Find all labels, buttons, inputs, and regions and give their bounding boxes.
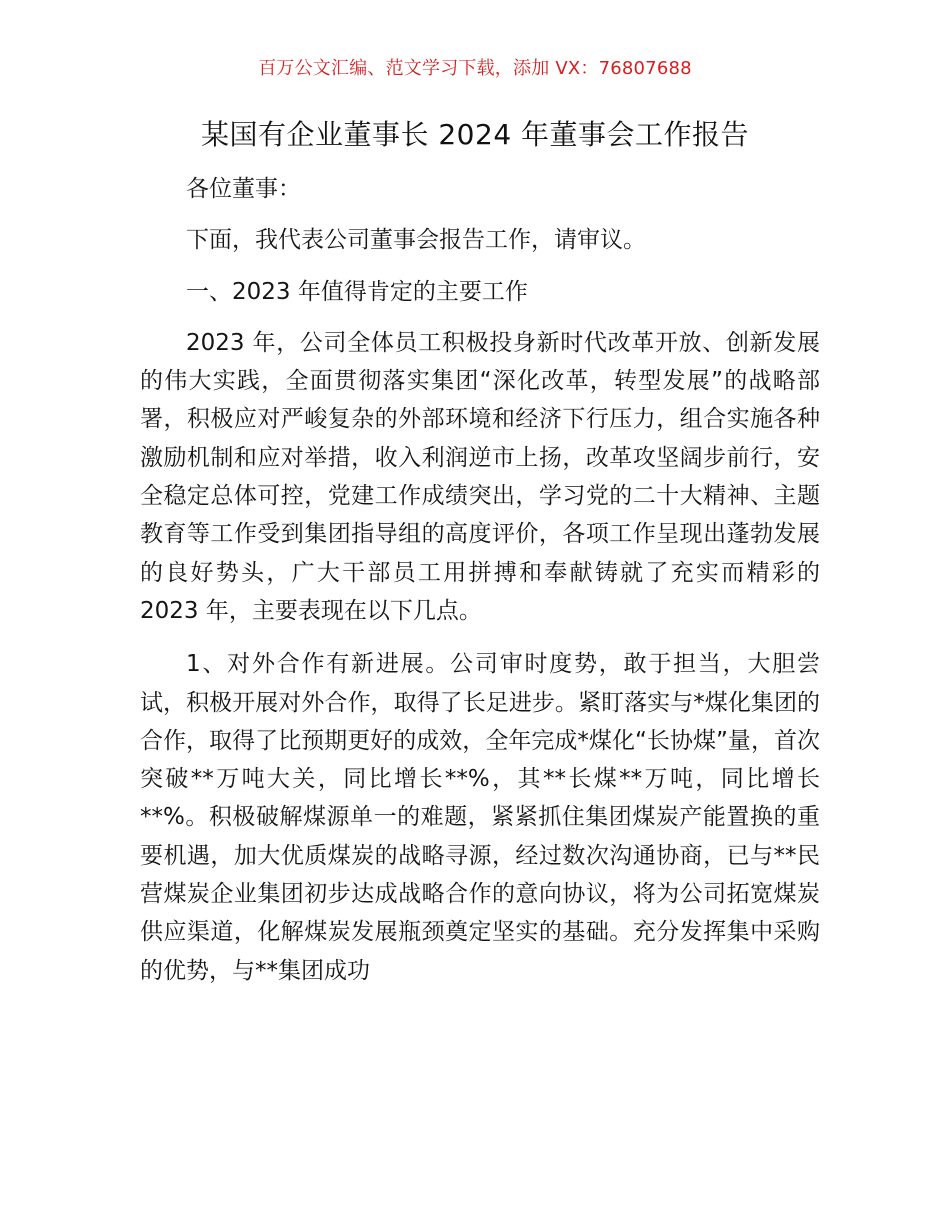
document-title: 某国有企业董事长 2024 年董事会工作报告 <box>200 118 750 151</box>
document-body <box>140 170 820 990</box>
body-paragraph: 1、对外合作有新进展。公司审时度势，敢于担当，大胆尝试，积极开展对外合作，取得了长足进步。紧盯落实与*煤化集团的合作，取得了比预期更好的成效，全年完成*煤化“长协煤”量，首次突破**万吨大关，同比增长**%，其**长煤**万吨，同比增长**%。积极破解煤源单一的难题，紧紧抓住集团煤炭产能置换的重要机遇，加大优质煤炭的战略寻源，经过数次沟通协商，已与**民营煤炭企业集团初步达成战略合作的意向协议，将为公司拓宽煤炭供应渠道，化解煤炭发展瓶颈奠定坚实的基础。充分发挥集中采购的优势，与**集团成功 <box>140 651 820 984</box>
intro-paragraph: 下面，我代表公司董事会报告工作，请审议。 <box>186 227 646 254</box>
section-heading: 一、2023 年值得肯定的主要工作 <box>186 278 528 305</box>
salutation: 各位董事： <box>186 176 301 202</box>
body-paragraph: 2023 年，公司全体员工积极投身新时代改革开放、创新发展的伟大实践，全面贯彻落实集团“深化改革，转型发展”的战略部署，积极应对严峻复杂的外部环境和经济下行压力，组合实施各种激励机制和应对举措，收入利润逆市上扬，改革攻坚阔步前行，安全稳定总体可控，党建工作成绩突出，学习党的二十大精神、主题教育等工作受到集团指导组的高度评价，各项工作呈现出蓬勃发展的良好势头，广大干部员工用拼搏和奉献铸就了充实而精彩的 2023 年，主要表现在以下几点。 <box>140 329 820 624</box>
watermark-header-note: 百万公文汇编、范文学习下载，添加 VX：76807688 <box>258 58 692 79</box>
